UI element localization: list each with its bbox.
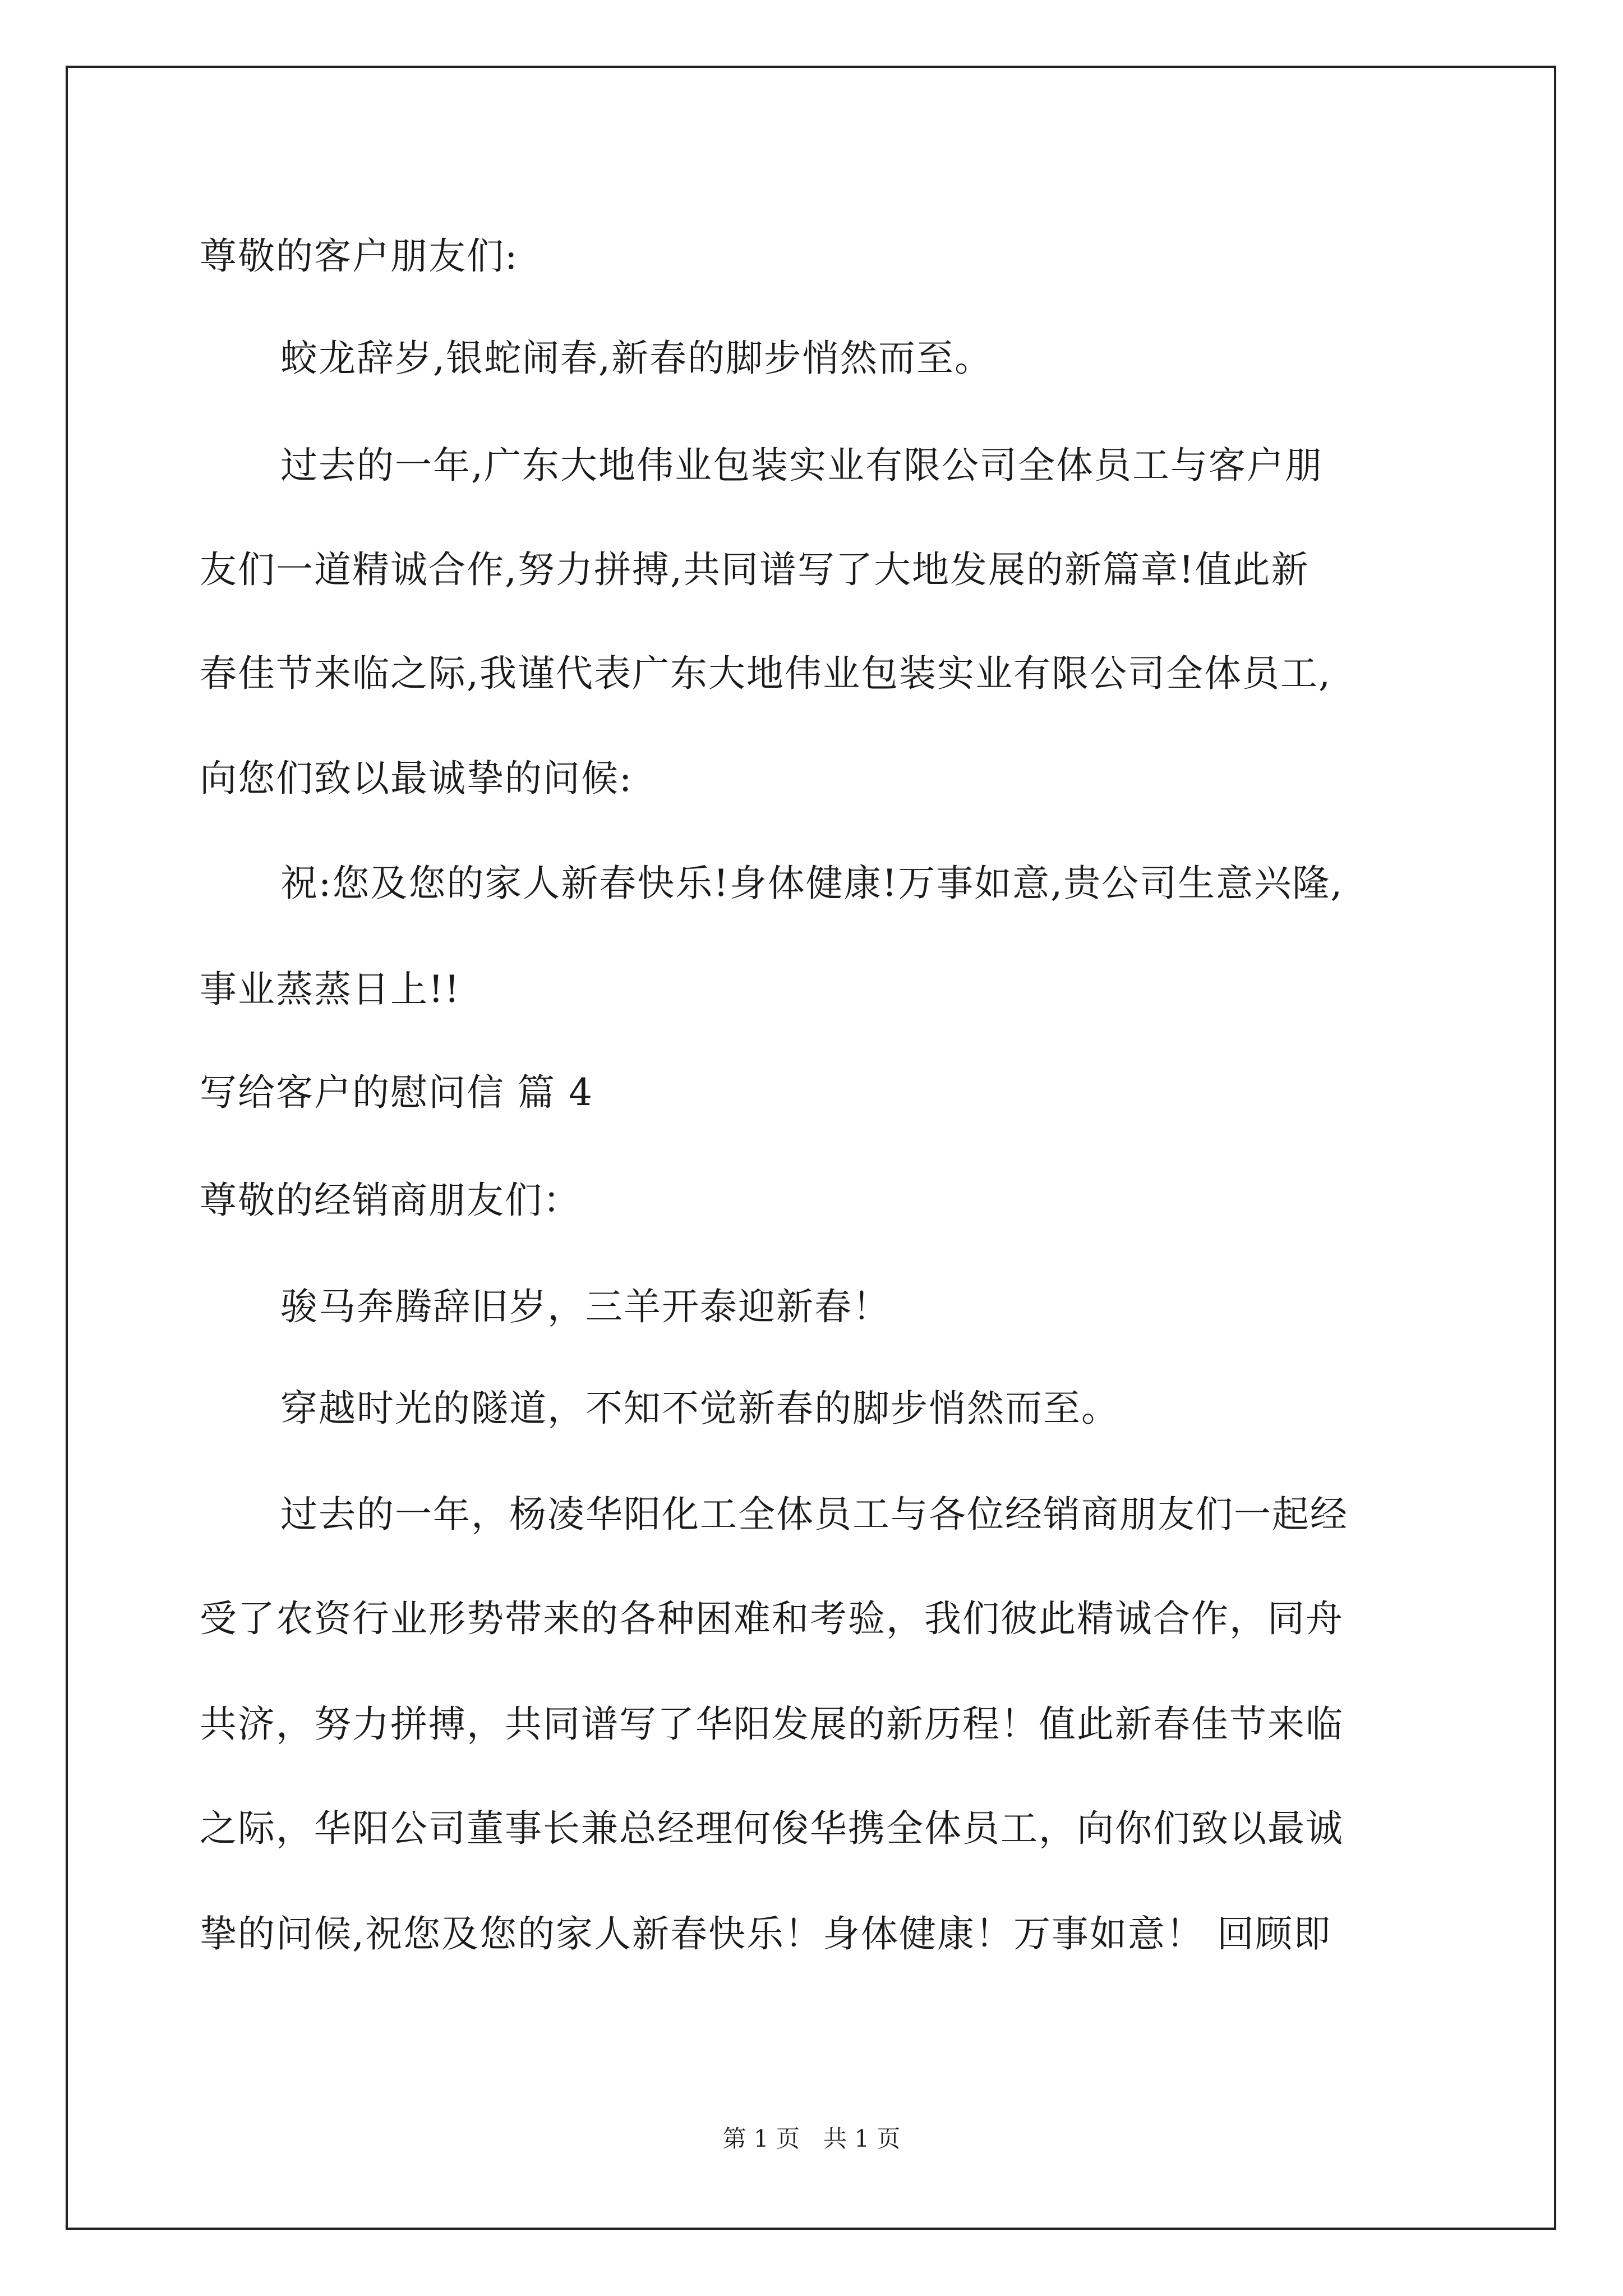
paragraph-line: 蛟龙辞岁,银蛇闹春,新春的脚步悄然而至。 [280,337,993,380]
section-heading: 写给客户的慰问信 篇 4 [200,1071,593,1114]
paragraph-line: 挚的问候,祝您及您的家人新春快乐！身体健康！万事如意！ 回顾即 [200,1912,1331,1955]
paragraph-line: 穿越时光的隧道，不知不觉新春的脚步悄然而至。 [280,1387,1119,1430]
page-border [66,66,1556,2230]
page-number-footer: 第 1 页 共 1 页 [722,2125,901,2152]
paragraph-line: 共济，努力拼搏，共同谱写了华阳发展的新历程！值此新春佳节来临 [200,1703,1344,1746]
paragraph-line: 向您们致以最诚挚的问候: [200,757,633,800]
paragraph-line: 祝:您及您的家人新春快乐!身体健康!万事如意,贵公司生意兴隆, [280,862,1344,905]
paragraph-line: 之际，华阳公司董事长兼总经理何俊华携全体员工，向你们致以最诚 [200,1807,1344,1850]
paragraph-line: 过去的一年，杨凌华阳化工全体员工与各位经销商朋友们一起经 [280,1493,1348,1536]
paragraph-line: 事业蒸蒸日上!! [200,968,461,1011]
salutation-line: 尊敬的经销商朋友们： [200,1179,581,1222]
paragraph-line: 友们一道精诚合作,努力拼搏,共同谱写了大地发展的新篇章!值此新 [200,548,1310,591]
paragraph-line: 受了农资行业形势带来的各种困难和考验，我们彼此精诚合作，同舟 [200,1597,1344,1640]
paragraph-line: 春佳节来临之际,我谨代表广东大地伟业包装实业有限公司全体员工, [200,652,1331,695]
paragraph-line: 骏马奔腾辞旧岁，三羊开泰迎新春！ [280,1285,891,1328]
paragraph-line: 过去的一年,广东大地伟业包装实业有限公司全体员工与客户朋 [280,444,1323,487]
salutation-line: 尊敬的客户朋友们: [200,234,519,278]
